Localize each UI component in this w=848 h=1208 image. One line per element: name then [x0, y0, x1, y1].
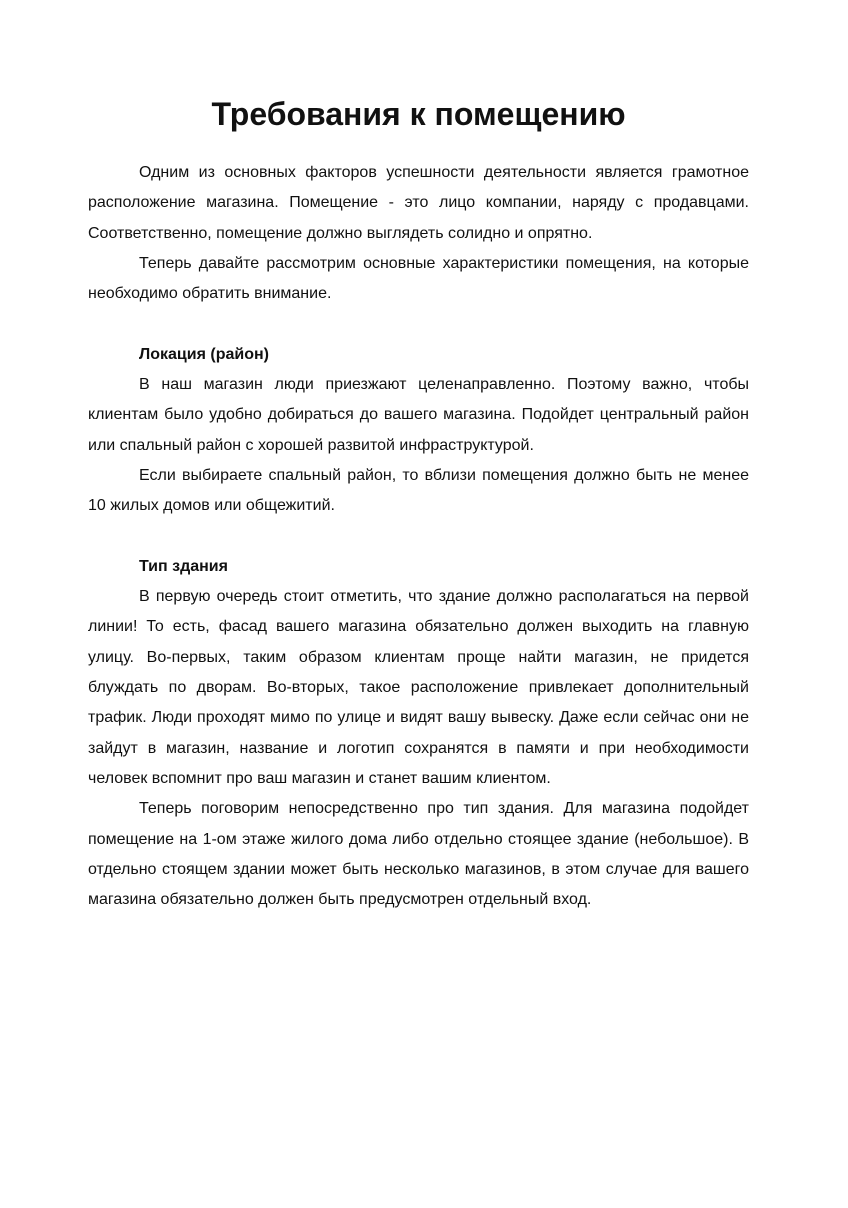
section-heading-building-type: Тип здания: [139, 557, 228, 575]
building-paragraph-1: В первую очередь стоит отметить, что здание должно располагаться на первой линии! То есть, фасад вашего магазина обязательно должен выходить на главную улицу. Во-первых, таким образом клиентам проще найти магазин, не придется блуждать по дворам. Во-вторых, такое расположение привлекает дополнительный трафик. Люди проходят мимо по улице и видят вашу вывеску. Даже если сейчас они не зайдут в магазин, название и логотип сохранятся в памяти и при необходимости человек вспомнит про ваш магазин и станет вашим клиентом.: [88, 588, 749, 787]
location-paragraph-2: Если выбираете спальный район, то вблизи помещения должно быть не менее 10 жилых домов или общежитий.: [88, 466, 749, 515]
building-paragraph-2: Теперь поговорим непосредственно про тип здания. Для магазина подойдет помещение на 1-ом этаже жилого дома либо отдельно стоящее здание (небольшое). В отдельно стоящем здании может быть несколько магазинов, в этом случае для вашего магазина обязательно должен быть предусмотрен отдельный вход.: [88, 800, 749, 909]
location-paragraph-1: В наш магазин люди приезжают целенаправленно. Поэтому важно, чтобы клиентам было удобно добираться до вашего магазина. Подойдет центральный район или спальный район с хорошей развитой инфраструктурой.: [88, 376, 749, 454]
spacer: [88, 309, 749, 339]
document-body: [88, 96, 749, 915]
intro-paragraph-1: Одним из основных факторов успешности деятельности является грамотное расположение магазина. Помещение - это лицо компании, наряду с продавцами. Соответственно, помещение должно выглядеть солидно и опрятно.: [88, 164, 749, 242]
spacer: [88, 522, 749, 552]
section-heading-location: Локация (район): [139, 345, 269, 363]
intro-paragraph-2: Теперь давайте рассмотрим основные характеристики помещения, на которые необходимо обратить внимание.: [88, 254, 749, 303]
document-title: Требования к помещению: [211, 96, 626, 132]
